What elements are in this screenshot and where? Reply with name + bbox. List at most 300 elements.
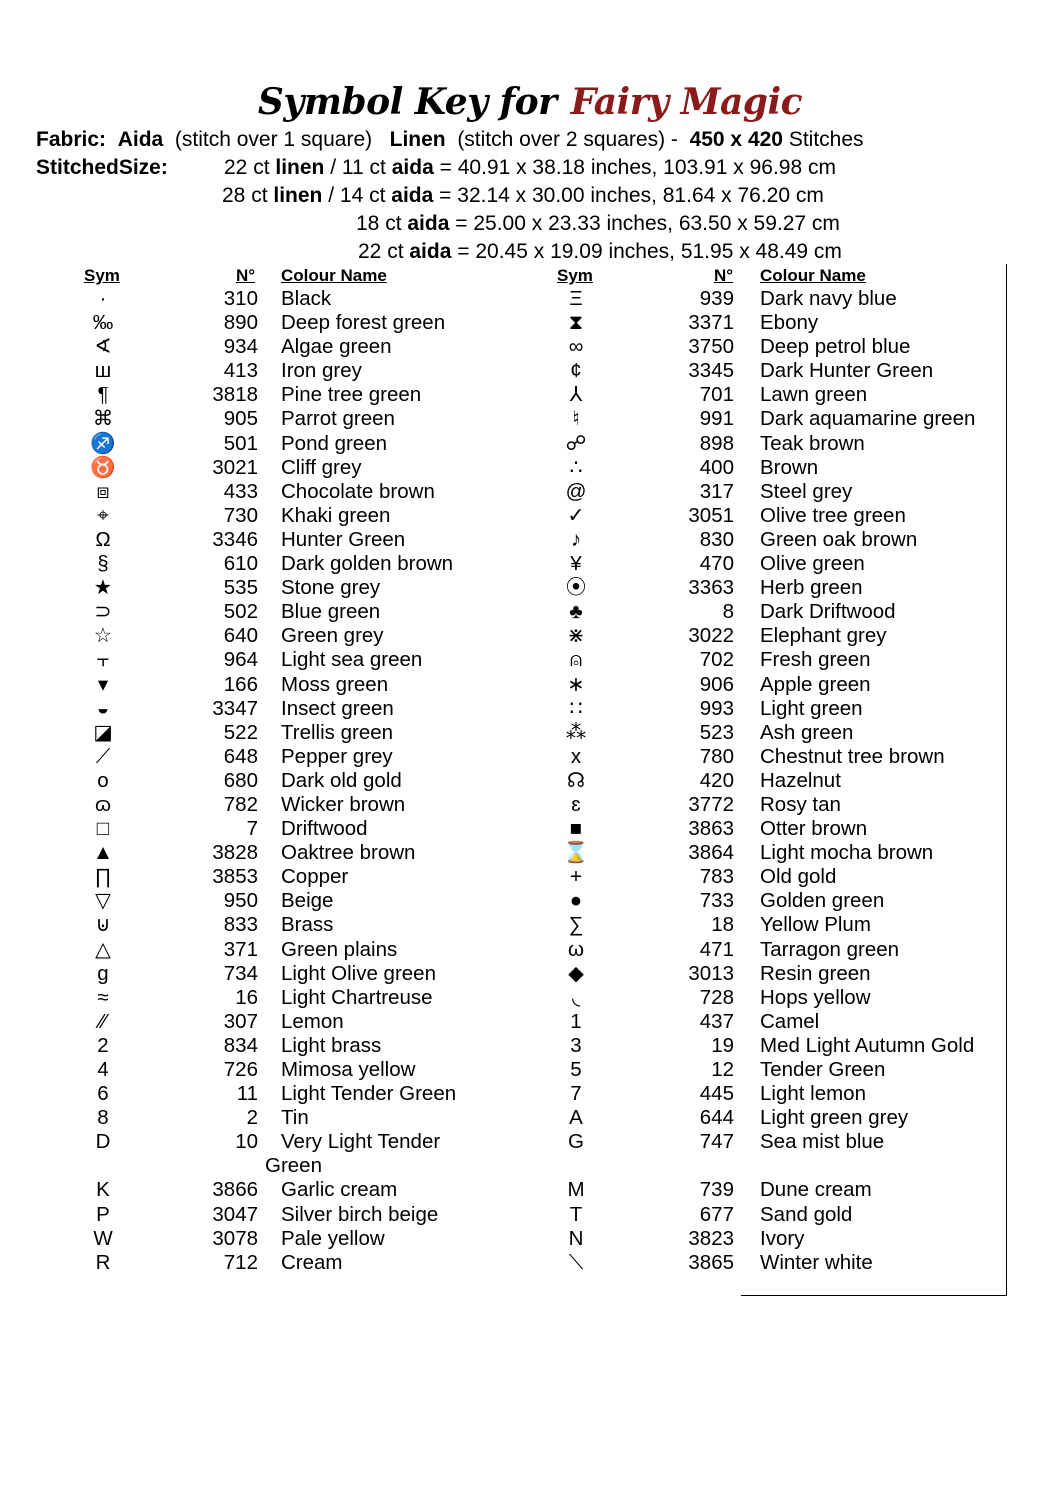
symbol-cell: ⁂ [565, 720, 587, 744]
symbol-cell: ⅄ [569, 383, 583, 407]
table-row [0, 528, 1060, 552]
table-row [0, 1203, 1060, 1227]
symbol-cell: ◪ [93, 720, 113, 744]
symbol-cell: ∗ [567, 672, 585, 696]
table-row [0, 456, 1060, 480]
colour-name [265, 1130, 441, 1178]
symbol-cell: ♪ [570, 527, 582, 551]
symbol-cell: ∏ [94, 865, 112, 889]
floss-number: 420 [699, 768, 734, 792]
floss-number: 19 [711, 1033, 734, 1057]
symbol-cell: R [95, 1250, 111, 1274]
symbol-cell: ☍ [565, 431, 587, 455]
symbol-cell: ▾ [97, 672, 109, 696]
floss-number: 2 [246, 1106, 258, 1130]
symbol-cell: ⧗ [568, 311, 584, 335]
floss-number: 701 [699, 383, 734, 407]
colour-name: Elephant grey [760, 624, 887, 648]
table-row [0, 913, 1060, 937]
floss-number: 3864 [688, 841, 734, 865]
table-bottom-border [741, 1295, 1007, 1296]
colour-name: Khaki green [281, 503, 391, 527]
table-row [0, 648, 1060, 672]
table-row [0, 962, 1060, 986]
floss-number: 437 [699, 1009, 734, 1033]
floss-number: 934 [223, 335, 258, 359]
floss-number: 640 [223, 624, 258, 648]
symbol-cell: ● [569, 889, 583, 913]
symbol-cell: ⟍ [568, 1250, 584, 1274]
size-line-4: 22 ct aida = 20.45 x 19.09 inches, 51.95 x 48.49 cm [358, 240, 842, 263]
floss-number: 502 [223, 600, 258, 624]
floss-number: 993 [699, 696, 734, 720]
symbol-cell: 4 [97, 1058, 109, 1081]
col-header-sym-left: Sym [84, 266, 120, 285]
colour-name: Teak brown [760, 431, 865, 455]
colour-name: Brown [760, 455, 819, 479]
symbol-cell: ∴ [569, 455, 583, 479]
col-header-sym-right: Sym [557, 266, 593, 285]
table-row [0, 721, 1060, 745]
floss-number: 783 [699, 865, 734, 889]
floss-number: 939 [699, 287, 734, 310]
floss-number: 522 [223, 720, 258, 744]
floss-number: 3021 [212, 455, 258, 479]
floss-number: 12 [711, 1058, 734, 1081]
colour-name: Blue green [281, 600, 381, 624]
table-row [0, 432, 1060, 456]
symbol-cell: 3 [570, 1033, 582, 1057]
symbol-cell: ⁄⁄ [99, 1009, 107, 1033]
floss-number: 10 [235, 1130, 258, 1154]
fabric-linen: Linen [389, 128, 446, 151]
table-row [0, 311, 1060, 335]
symbol-cell: 2 [97, 1033, 109, 1057]
symbol-cell: ⟋ [95, 744, 111, 768]
colour-name: Oaktree brown [281, 841, 416, 865]
colour-name: Sand gold [760, 1202, 853, 1226]
symbol-cell: ♣ [569, 600, 583, 624]
colour-name: Tarragon green [760, 937, 900, 961]
colour-name: Silver birch beige [281, 1202, 439, 1226]
symbol-cell: ∑ [568, 913, 584, 937]
colour-name-line: Very Light Tender [281, 1130, 441, 1154]
colour-name: Beige [281, 889, 334, 913]
table-row [0, 1178, 1060, 1202]
symbol-cell: ▽ [95, 889, 111, 913]
colour-name: Herb green [760, 576, 863, 600]
table-row [0, 576, 1060, 600]
symbol-cell: ⊍ [95, 913, 111, 937]
colour-name: Pepper grey [281, 744, 393, 768]
colour-name: Yellow Plum [760, 913, 871, 937]
floss-number: 3047 [212, 1202, 258, 1226]
floss-number: 166 [223, 672, 258, 696]
symbol-cell: ‰ [92, 311, 114, 335]
floss-number: 702 [699, 648, 734, 672]
colour-name: Light sea green [281, 648, 423, 672]
table-row [0, 673, 1060, 697]
colour-name: Rosy tan [760, 792, 841, 816]
floss-number: 830 [699, 527, 734, 551]
symbol-cell: ¶ [97, 383, 109, 407]
colour-name: Ebony [760, 311, 819, 335]
floss-number: 18 [711, 913, 734, 937]
floss-number: 11 [236, 1082, 258, 1106]
colour-name: Trellis green [281, 720, 394, 744]
floss-number: 3863 [688, 817, 734, 841]
floss-number: 445 [699, 1082, 734, 1106]
fabric-line [36, 126, 864, 154]
symbol-cell: ♉ [90, 455, 116, 479]
colour-name: Tender Green [760, 1058, 886, 1081]
symbol-cell: ⦿ [565, 576, 587, 600]
floss-number: 677 [699, 1202, 734, 1226]
symbol-cell: x [570, 744, 582, 768]
symbol-cell: ⌘ [92, 407, 114, 431]
floss-number: 730 [223, 503, 258, 527]
colour-name: Tin [281, 1106, 309, 1130]
colour-name: Camel [760, 1009, 820, 1033]
colour-name: Brass [281, 913, 334, 937]
symbol-cell: ∞ [568, 335, 584, 359]
symbol-cell: ▲ [92, 841, 114, 865]
table-row [0, 407, 1060, 431]
colour-name: Hops yellow [760, 985, 871, 1009]
colour-name: Hazelnut [760, 768, 841, 792]
colour-name: Black [281, 287, 332, 310]
floss-number: 890 [223, 311, 258, 335]
floss-number: 782 [223, 792, 258, 816]
col-header-name-right: Colour Name [760, 266, 866, 285]
colour-name: Dark Hunter Green [760, 359, 934, 383]
page-title [0, 78, 1060, 126]
table-row [0, 1058, 1060, 1082]
floss-number: 3853 [212, 865, 258, 889]
floss-number: 991 [699, 407, 734, 431]
symbol-cell: · [99, 287, 107, 310]
symbol-cell: ∢ [94, 335, 112, 359]
floss-number: 3347 [212, 696, 258, 720]
symbol-cell: 7 [570, 1082, 582, 1106]
floss-number: 371 [223, 937, 258, 961]
symbol-cell: 8 [97, 1106, 109, 1130]
floss-number: 3051 [688, 503, 734, 527]
colour-name: Copper [281, 865, 349, 889]
colour-name: Green plains [281, 937, 398, 961]
floss-number: 726 [223, 1058, 258, 1081]
colour-name: Green oak brown [760, 527, 918, 551]
symbol-cell: @ [565, 479, 587, 503]
table-row [0, 986, 1060, 1010]
colour-name: Dark golden brown [281, 552, 454, 576]
table-row [0, 769, 1060, 793]
symbol-cell: ш [94, 359, 112, 383]
table-row [0, 1106, 1060, 1130]
stitch-count: 450 x 420 [689, 128, 783, 151]
colour-name: Deep forest green [281, 311, 446, 335]
floss-number: 307 [223, 1009, 258, 1033]
colour-name: Lawn green [760, 383, 868, 407]
symbol-cell: § [97, 552, 109, 576]
table-row [0, 841, 1060, 865]
colour-name: Light Olive green [281, 961, 436, 985]
symbol-cell: N [568, 1226, 584, 1250]
table-row [0, 1227, 1060, 1251]
floss-number: 3865 [688, 1250, 734, 1274]
stitch-count-label: Stitches [788, 128, 864, 151]
col-header-name-left: Colour Name [281, 266, 387, 285]
symbol-key-table [0, 287, 1060, 1275]
symbol-cell: K [96, 1178, 110, 1202]
title-prefix: Symbol Key for [257, 81, 557, 123]
stitched-size-label: StitchedSize: [36, 156, 168, 179]
table-row [0, 817, 1060, 841]
floss-number: 733 [699, 889, 734, 913]
symbol-cell: ♐ [90, 431, 116, 455]
symbol-cell: G [568, 1130, 584, 1154]
symbol-cell: 1 [570, 1009, 582, 1033]
floss-number: 644 [699, 1106, 734, 1130]
size-line-3: 18 ct aida = 25.00 x 23.33 inches, 63.50 x 59.27 cm [356, 212, 840, 235]
table-row [0, 865, 1060, 889]
floss-number: 3866 [212, 1178, 258, 1202]
colour-name: Hunter Green [281, 527, 406, 551]
floss-number: 3013 [688, 961, 734, 985]
floss-number: 3772 [688, 792, 734, 816]
symbol-cell: ɷ [94, 792, 111, 816]
symbol-cell: ⍝ [569, 648, 583, 672]
colour-name: Dark navy blue [760, 287, 897, 310]
symbol-cell: ☆ [93, 624, 113, 648]
fabric-aida-note: (stitch over 1 square) [174, 128, 373, 151]
floss-number: 535 [223, 576, 258, 600]
floss-number: 413 [223, 359, 258, 383]
colour-name: Ivory [760, 1226, 805, 1250]
table-row [0, 1251, 1060, 1275]
colour-name: Mimosa yellow [281, 1058, 416, 1081]
table-row [0, 1130, 1060, 1178]
colour-name: Winter white [760, 1250, 873, 1274]
table-row [0, 504, 1060, 528]
colour-name: Olive green [760, 552, 865, 576]
table-row [0, 697, 1060, 721]
symbol-cell: 5 [570, 1058, 582, 1081]
colour-name: Cream [281, 1250, 343, 1274]
table-right-border [1006, 264, 1007, 1296]
symbol-cell: W [93, 1226, 113, 1250]
colour-name: Pale yellow [281, 1226, 385, 1250]
floss-number: 3750 [688, 335, 734, 359]
colour-name: Light green grey [760, 1106, 909, 1130]
table-row [0, 1082, 1060, 1106]
col-header-num-right: N° [714, 266, 734, 285]
floss-number: 833 [223, 913, 258, 937]
floss-number: 310 [223, 287, 258, 310]
floss-number: 8 [722, 600, 734, 624]
table-row [0, 359, 1060, 383]
symbol-cell: △ [95, 937, 111, 961]
colour-name: Garlic cream [281, 1178, 398, 1202]
table-row [0, 552, 1060, 576]
floss-number: 3823 [688, 1226, 734, 1250]
floss-number: 734 [223, 961, 258, 985]
colour-name: Insect green [281, 696, 394, 720]
symbol-cell: ⌖ [97, 503, 109, 527]
colour-name: Algae green [281, 335, 392, 359]
colour-name: Dark aquamarine green [760, 407, 976, 431]
symbol-cell: ✓ [567, 503, 585, 527]
table-row [0, 383, 1060, 407]
floss-number: 3363 [688, 576, 734, 600]
pattern-name: Fairy Magic [570, 81, 803, 123]
table-row [0, 745, 1060, 769]
symbol-cell: ◆ [568, 961, 584, 985]
floss-number: 964 [223, 648, 258, 672]
symbol-cell: ⫟ [96, 648, 110, 672]
floss-number: 3345 [688, 359, 734, 383]
floss-number: 680 [223, 768, 258, 792]
floss-number: 317 [699, 479, 734, 503]
symbol-cell: ≈ [97, 985, 109, 1009]
floss-number: 523 [699, 720, 734, 744]
symbol-cell: M [567, 1178, 585, 1202]
symbol-cell: ∷ [569, 696, 583, 720]
symbol-cell: ⊃ [94, 600, 112, 624]
colour-name: Ash green [760, 720, 854, 744]
floss-number: 728 [699, 985, 734, 1009]
size-line-2: 28 ct linen / 14 ct aida = 32.14 x 30.00 inches, 81.64 x 76.20 cm [222, 184, 824, 207]
symbol-cell: ⌛ [563, 841, 589, 865]
table-row [0, 480, 1060, 504]
colour-name: Light brass [281, 1033, 382, 1057]
colour-name: Wicker brown [281, 792, 406, 816]
symbol-cell: 6 [97, 1082, 109, 1106]
symbol-cell: ⧈ [96, 479, 110, 503]
table-row [0, 600, 1060, 624]
colour-name: Light Chartreuse [281, 985, 433, 1009]
floss-number: 7 [246, 817, 258, 841]
col-header-num-left: N° [236, 266, 256, 285]
colour-name: Parrot green [281, 407, 395, 431]
floss-number: 834 [223, 1033, 258, 1057]
colour-name: Dune cream [760, 1178, 872, 1202]
colour-name: Stone grey [281, 576, 381, 600]
floss-number: 648 [223, 744, 258, 768]
symbol-cell: A [569, 1106, 583, 1130]
table-row [0, 1010, 1060, 1034]
colour-name: Golden green [760, 889, 885, 913]
symbol-cell: g [97, 961, 109, 985]
table-row [0, 287, 1060, 311]
floss-number: 3818 [212, 383, 258, 407]
colour-name-continuation: Green [265, 1154, 322, 1178]
symbol-cell: ¢ [570, 359, 582, 383]
floss-number: 906 [699, 672, 734, 696]
colour-name: Light lemon [760, 1082, 866, 1106]
symbol-cell: ω [567, 937, 584, 961]
colour-name: Dark old gold [281, 768, 402, 792]
fabric-linen-note: (stitch over 2 squares) - [457, 128, 678, 151]
colour-name: Light green [760, 696, 863, 720]
colour-name: Old gold [760, 865, 837, 889]
symbol-cell: ◟ [572, 985, 580, 1009]
floss-number: 433 [223, 479, 258, 503]
colour-name: Fresh green [760, 648, 871, 672]
symbol-cell: Ω [95, 527, 111, 551]
symbol-cell: T [569, 1202, 583, 1226]
colour-name: Deep petrol blue [760, 335, 911, 359]
table-row [0, 938, 1060, 962]
colour-name: Lemon [281, 1009, 344, 1033]
colour-name: Steel grey [760, 479, 853, 503]
table-row [0, 624, 1060, 648]
symbol-cell: ◒ [96, 696, 110, 720]
floss-number: 898 [699, 431, 734, 455]
symbol-cell: ☊ [566, 768, 586, 792]
floss-number: 3828 [212, 841, 258, 865]
colour-name: Chestnut tree brown [760, 744, 945, 768]
floss-number: 610 [223, 552, 258, 576]
floss-number: 739 [699, 1178, 734, 1202]
floss-number: 747 [699, 1130, 734, 1154]
floss-number: 400 [699, 455, 734, 479]
table-row [0, 793, 1060, 817]
colour-name: Driftwood [281, 817, 368, 841]
symbol-cell: ♮ [572, 407, 580, 431]
colour-name: Olive tree green [760, 503, 906, 527]
symbol-cell: P [96, 1202, 110, 1226]
symbol-cell: o [97, 768, 109, 792]
table-row [0, 1034, 1060, 1058]
colour-name: Dark Driftwood [760, 600, 896, 624]
colour-name: Sea mist blue [760, 1130, 885, 1154]
floss-number: 950 [223, 889, 258, 913]
floss-number: 501 [223, 431, 258, 455]
floss-number: 780 [699, 744, 734, 768]
symbol-cell: ■ [569, 817, 583, 841]
fabric-label: Fabric: [36, 128, 107, 151]
symbol-cell: □ [96, 817, 110, 841]
size-line-1: 22 ct linen / 11 ct aida = 40.91 x 38.18 inches, 103.91 x 96.98 cm [224, 156, 836, 179]
colour-name: Apple green [760, 672, 871, 696]
colour-name: Iron grey [281, 359, 362, 383]
colour-name: Moss green [281, 672, 389, 696]
symbol-cell: ¥ [570, 552, 582, 576]
floss-number: 470 [699, 552, 734, 576]
floss-number: 3022 [688, 624, 734, 648]
colour-name: Cliff grey [281, 455, 362, 479]
floss-number: 905 [223, 407, 258, 431]
floss-number: 3078 [212, 1226, 258, 1250]
floss-number: 712 [223, 1250, 258, 1274]
colour-name: Light mocha brown [760, 841, 934, 865]
symbol-cell: ★ [93, 576, 113, 600]
table-row [0, 335, 1060, 359]
symbol-cell: D [95, 1130, 111, 1154]
floss-number: 16 [235, 985, 258, 1009]
symbol-cell: Ξ [569, 287, 583, 310]
symbol-cell: + [570, 865, 582, 889]
floss-number: 471 [699, 937, 734, 961]
colour-name: Otter brown [760, 817, 868, 841]
symbol-cell: ⋇ [567, 624, 585, 648]
colour-name: Pine tree green [281, 383, 422, 407]
colour-name: Chocolate brown [281, 479, 435, 503]
colour-name: Light Tender Green [281, 1082, 457, 1106]
floss-number: 3371 [688, 311, 734, 335]
fabric-aida: Aida [117, 128, 164, 151]
